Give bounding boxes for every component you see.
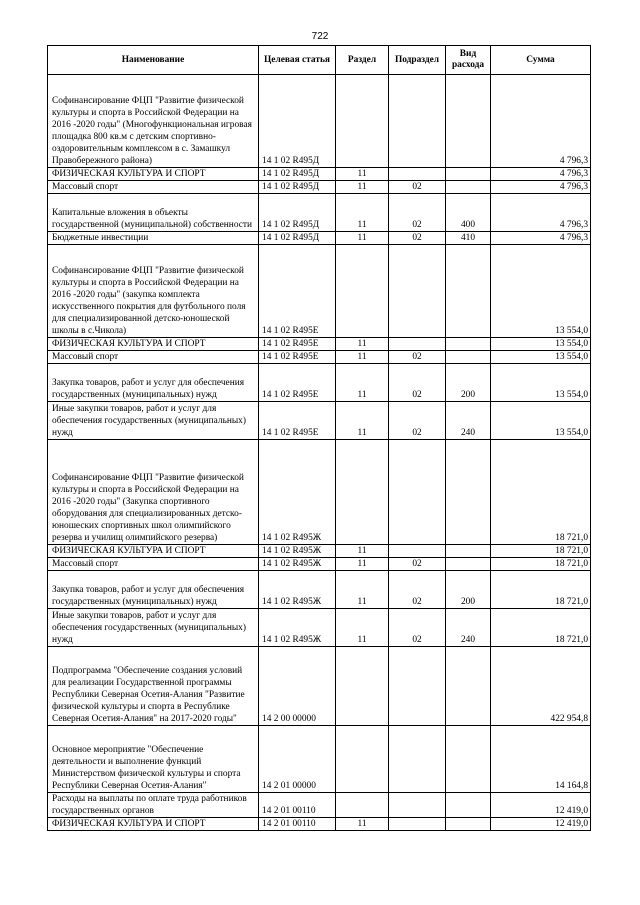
row-subsection — [389, 545, 446, 558]
row-subsection: 02 — [389, 609, 446, 647]
row-subsection: 02 — [389, 351, 446, 364]
row-amount: 422 954,8 — [491, 647, 591, 726]
row-subsection — [389, 647, 446, 726]
table-row — [48, 647, 591, 726]
row-name: ФИЗИЧЕСКАЯ КУЛЬТУРА И СПОРТ — [48, 818, 259, 831]
budget-table — [47, 45, 591, 831]
row-name: Массовый спорт — [48, 351, 259, 364]
row-expense-type: 200 — [446, 364, 491, 402]
row-name: Закупка товаров, работ и услуг для обеспечения государственных (муниципальных) нужд — [48, 364, 259, 402]
row-subsection — [389, 338, 446, 351]
row-expense-type — [446, 181, 491, 194]
row-expense-type: 410 — [446, 232, 491, 245]
row-expense-type — [446, 75, 491, 168]
table-row — [48, 194, 591, 232]
row-name: Расходы на выплаты по оплате труда работников государственных органов — [48, 793, 259, 818]
row-name: Иные закупки товаров, работ и услуг для обеспечения государственных (муниципальных) нужд — [48, 402, 259, 440]
row-name: Массовый спорт — [48, 181, 259, 194]
row-expense-type — [446, 558, 491, 571]
row-subsection: 02 — [389, 402, 446, 440]
row-target-code: 14 1 02 R495Д — [259, 75, 336, 168]
row-name: Массовый спорт — [48, 558, 259, 571]
table-row — [48, 232, 591, 245]
table-row — [48, 351, 591, 364]
row-expense-type — [446, 818, 491, 831]
row-name: Закупка товаров, работ и услуг для обеспечения государственных (муниципальных) нужд — [48, 571, 259, 609]
row-expense-type — [446, 338, 491, 351]
row-amount: 14 164,8 — [491, 726, 591, 793]
header-name: Наименование — [48, 46, 259, 75]
row-subsection: 02 — [389, 558, 446, 571]
row-section: 11 — [336, 609, 389, 647]
row-section: 11 — [336, 168, 389, 181]
table-header-row — [48, 46, 591, 75]
row-expense-type — [446, 793, 491, 818]
row-section: 11 — [336, 364, 389, 402]
page-number: 722 — [311, 31, 329, 42]
row-section — [336, 647, 389, 726]
row-expense-type: 240 — [446, 609, 491, 647]
row-expense-type — [446, 168, 491, 181]
row-amount: 13 554,0 — [491, 351, 591, 364]
row-target-code: 14 2 01 00110 — [259, 793, 336, 818]
row-expense-type — [446, 245, 491, 338]
row-section — [336, 793, 389, 818]
row-amount: 4 796,3 — [491, 168, 591, 181]
row-expense-type: 200 — [446, 571, 491, 609]
table-row — [48, 571, 591, 609]
row-amount: 4 796,3 — [491, 232, 591, 245]
row-name: Софинансирование ФЦП "Развитие физической культуры и спорта в Российской Федерации на 2016 -2020 годы" (закупка комплекта искусственного покрытия для футбольного поля для специализированной детско-юношеской школы в с.Чикола) — [48, 245, 259, 338]
header-amount: Сумма — [491, 46, 591, 75]
table-row — [48, 338, 591, 351]
table-row — [48, 818, 591, 831]
row-section: 11 — [336, 351, 389, 364]
row-subsection: 02 — [389, 181, 446, 194]
row-subsection — [389, 245, 446, 338]
row-expense-type — [446, 440, 491, 545]
row-expense-type — [446, 647, 491, 726]
table-row — [48, 402, 591, 440]
row-amount: 13 554,0 — [491, 402, 591, 440]
row-amount: 13 554,0 — [491, 338, 591, 351]
row-target-code: 14 1 02 R495Е — [259, 402, 336, 440]
table-row — [48, 440, 591, 545]
row-target-code: 14 1 02 R495Е — [259, 338, 336, 351]
row-amount: 4 796,3 — [491, 194, 591, 232]
row-expense-type — [446, 545, 491, 558]
row-subsection: 02 — [389, 194, 446, 232]
row-target-code: 14 2 00 00000 — [259, 647, 336, 726]
row-amount: 13 554,0 — [491, 245, 591, 338]
table-row — [48, 558, 591, 571]
row-section — [336, 726, 389, 793]
row-section: 11 — [336, 194, 389, 232]
row-name: Основное мероприятие "Обеспечение деятельности и выполнение функций Министерством физической культуры и спорта Республики Северная Осетия-Алания" — [48, 726, 259, 793]
row-expense-type: 400 — [446, 194, 491, 232]
row-target-code: 14 1 02 R495Е — [259, 364, 336, 402]
row-amount: 18 721,0 — [491, 571, 591, 609]
row-name: Софинансирование ФЦП "Развитие физической культуры и спорта в Российской Федерации на 2016 -2020 годы" (Закупка спортивного оборудования для специализированных детско-юношеских спортивных школ олимпийского резерва и училищ олимпийского резерва) — [48, 440, 259, 545]
row-target-code: 14 1 02 R495Д — [259, 181, 336, 194]
row-amount: 18 721,0 — [491, 440, 591, 545]
header-section: Раздел — [336, 46, 389, 75]
table-row — [48, 245, 591, 338]
row-section: 11 — [336, 232, 389, 245]
row-subsection — [389, 726, 446, 793]
row-subsection — [389, 793, 446, 818]
row-subsection: 02 — [389, 571, 446, 609]
header-expense-type: Вид расхода — [446, 46, 491, 75]
table-row — [48, 726, 591, 793]
row-section: 11 — [336, 818, 389, 831]
table-row — [48, 364, 591, 402]
row-target-code: 14 2 01 00110 — [259, 818, 336, 831]
row-section — [336, 245, 389, 338]
row-section — [336, 440, 389, 545]
row-subsection — [389, 440, 446, 545]
header-subsection: Подраздел — [389, 46, 446, 75]
row-target-code: 14 1 02 R495Ж — [259, 571, 336, 609]
row-section: 11 — [336, 181, 389, 194]
table-row — [48, 545, 591, 558]
row-expense-type: 240 — [446, 402, 491, 440]
row-expense-type — [446, 351, 491, 364]
row-name: ФИЗИЧЕСКАЯ КУЛЬТУРА И СПОРТ — [48, 545, 259, 558]
row-name: Иные закупки товаров, работ и услуг для обеспечения государственных (муниципальных) нужд — [48, 609, 259, 647]
row-target-code: 14 1 02 R495Д — [259, 194, 336, 232]
row-target-code: 14 2 01 00000 — [259, 726, 336, 793]
table-row — [48, 168, 591, 181]
row-target-code: 14 1 02 R495Е — [259, 245, 336, 338]
table-row — [48, 609, 591, 647]
row-name: ФИЗИЧЕСКАЯ КУЛЬТУРА И СПОРТ — [48, 168, 259, 181]
row-target-code: 14 1 02 R495Д — [259, 232, 336, 245]
row-target-code: 14 1 02 R495Ж — [259, 558, 336, 571]
row-amount: 18 721,0 — [491, 558, 591, 571]
table-row — [48, 793, 591, 818]
row-target-code: 14 1 02 R495Ж — [259, 545, 336, 558]
row-name: Софинансирование ФЦП "Развитие физической культуры и спорта в Российской Федерации на 2016 -2020 годы" (Многофункциональная игровая площадка 800 кв.м с детским спортивно-оздоровительным комплексом в с. Замашкул Правобережного района) — [48, 75, 259, 168]
row-target-code: 14 1 02 R495Е — [259, 351, 336, 364]
row-target-code: 14 1 02 R495Ж — [259, 609, 336, 647]
row-section: 11 — [336, 402, 389, 440]
row-subsection — [389, 168, 446, 181]
row-amount: 13 554,0 — [491, 364, 591, 402]
table-row — [48, 75, 591, 168]
row-amount: 18 721,0 — [491, 609, 591, 647]
row-amount: 4 796,3 — [491, 75, 591, 168]
table-row — [48, 181, 591, 194]
row-target-code: 14 1 02 R495Ж — [259, 440, 336, 545]
row-section: 11 — [336, 545, 389, 558]
row-name: Капитальные вложения в объекты государственной (муниципальной) собственности — [48, 194, 259, 232]
row-amount: 4 796,3 — [491, 181, 591, 194]
row-amount: 18 721,0 — [491, 545, 591, 558]
row-section: 11 — [336, 571, 389, 609]
row-amount: 12 419,0 — [491, 818, 591, 831]
row-section: 11 — [336, 558, 389, 571]
row-name: Бюджетные инвестиции — [48, 232, 259, 245]
row-section: 11 — [336, 338, 389, 351]
row-name: ФИЗИЧЕСКАЯ КУЛЬТУРА И СПОРТ — [48, 338, 259, 351]
row-subsection: 02 — [389, 364, 446, 402]
row-expense-type — [446, 726, 491, 793]
row-subsection — [389, 75, 446, 168]
row-target-code: 14 1 02 R495Д — [259, 168, 336, 181]
header-target: Целевая статья — [259, 46, 336, 75]
row-subsection — [389, 818, 446, 831]
row-section — [336, 75, 389, 168]
row-subsection: 02 — [389, 232, 446, 245]
row-name: Подпрограмма "Обеспечение создания условий для реализации Государственной программы Республики Северная Осетия-Алания "Развитие физической культуры и спорта в Республике Северная Осетия-Алания" на 2017-2020 годы" — [48, 647, 259, 726]
row-amount: 12 419,0 — [491, 793, 591, 818]
